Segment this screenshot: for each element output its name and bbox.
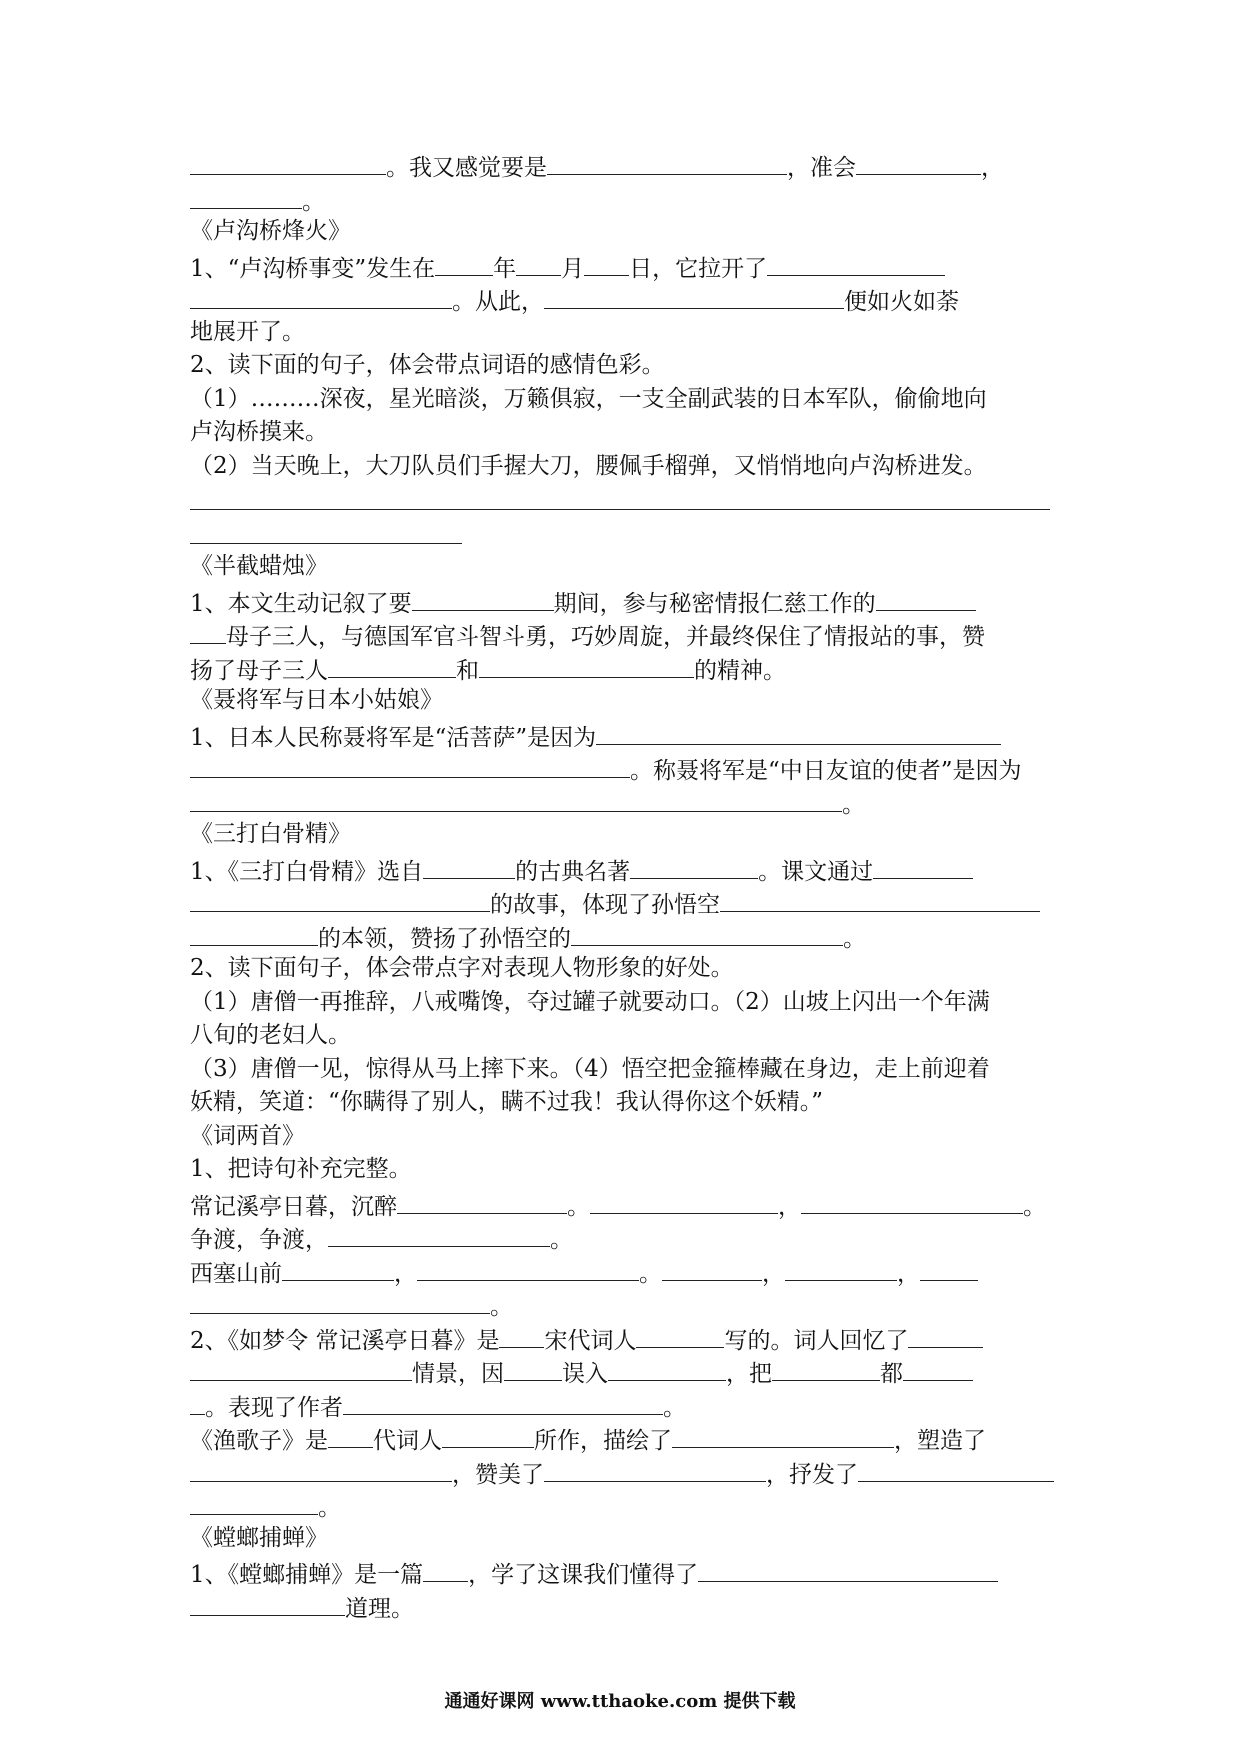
poem-line-2: 争渡，争渡， 。: [190, 1220, 1058, 1254]
question-1: 1、《螳螂捕蝉》是一篇 ，学了这课我们懂得了: [190, 1555, 1058, 1589]
question-1-end: 的本领，赞扬了孙悟空的 。: [190, 919, 1058, 953]
section-title-ci-liangshou: 《词两首》: [190, 1122, 305, 1149]
question-3-end: 。: [190, 1488, 1058, 1522]
sentence-1-cont: 卢沟桥摸来。: [190, 419, 328, 445]
question-1-end: 扬了母子三人 和 的精神。: [190, 651, 1058, 685]
answer-blank[interactable]: [608, 1354, 726, 1381]
answer-blank[interactable]: [547, 148, 787, 175]
answer-blank[interactable]: [479, 651, 694, 678]
answer-blank[interactable]: [698, 1555, 998, 1582]
answer-blank[interactable]: [190, 148, 386, 175]
answer-blank[interactable]: [544, 1455, 766, 1482]
answer-blank[interactable]: [190, 282, 452, 309]
answer-blank[interactable]: [190, 617, 226, 644]
sentence-4-cont: 妖精，笑道：“你瞒得了别人，瞒不过我！我认得你这个妖精。”: [190, 1089, 824, 1115]
answer-blank[interactable]: [596, 718, 1001, 745]
answer-blank[interactable]: [785, 1254, 897, 1281]
section-title-banjie-lazhu: 《半截蜡烛》: [190, 553, 328, 579]
section-title-lugouqiao: 《卢沟桥烽火》: [190, 218, 351, 244]
answer-blank[interactable]: [435, 249, 493, 276]
question-1: 1、《三打白骨精》选自 的古典名著 。课文通过: [190, 852, 1058, 886]
line-1: 。我又感觉要是 ，准会 ，: [190, 148, 1058, 182]
answer-blank[interactable]: [858, 1455, 1054, 1482]
question-2-end: 。表现了作者 。: [190, 1388, 1058, 1422]
question-1: 1、“卢沟桥事变”发生在 年 月 日，它拉开了: [190, 249, 1058, 283]
answer-blank[interactable]: [767, 249, 945, 276]
answer-blank[interactable]: [190, 182, 302, 209]
question-1: 1、日本人民称聂将军是“活菩萨”是因为: [190, 718, 1058, 752]
answer-blank[interactable]: [190, 1455, 452, 1482]
question-2-cont: 情景，因 误入 ，把 都: [190, 1354, 1058, 1388]
question-2: 2、读下面的句子，体会带点词语的感情色彩。: [190, 352, 665, 378]
question-1-cont: 的故事，体现了孙悟空: [190, 885, 1058, 919]
poem-line-3: 西塞山前 ， 。 ， ，: [190, 1254, 1058, 1288]
question-1-cont: 。从此， 便如火如荼: [190, 282, 1058, 316]
answer-blank[interactable]: [328, 651, 456, 678]
answer-blank[interactable]: [662, 1254, 762, 1281]
answer-line: [190, 483, 1058, 517]
answer-blank[interactable]: [282, 1254, 394, 1281]
answer-blank[interactable]: [190, 1354, 412, 1381]
question-1: 1、本文生动记叙了要 期间，参与秘密情报仁慈工作的: [190, 584, 1058, 618]
answer-blank[interactable]: [190, 885, 490, 912]
answer-blank[interactable]: [423, 852, 515, 879]
answer-blank[interactable]: [190, 785, 842, 812]
sentence-2-cont: 八旬的老妇人。: [190, 1022, 351, 1048]
question-1-cont: 道理。: [190, 1589, 1058, 1623]
poem-line-1: 常记溪亭日暮，沉醉 。 ， 。: [190, 1187, 1058, 1221]
question-3-cont: ，赞美了 ，抒发了: [190, 1455, 1058, 1489]
question-2: 2、读下面句子，体会带点字对表现人物形象的好处。: [190, 955, 734, 981]
answer-blank[interactable]: [412, 584, 554, 611]
answer-blank[interactable]: [190, 1287, 490, 1314]
question-1-end: 地展开了。: [190, 318, 305, 345]
answer-blank[interactable]: [908, 1321, 983, 1348]
answer-blank[interactable]: [328, 1220, 550, 1247]
question-1-end: 。: [190, 785, 1058, 819]
answer-blank[interactable]: [190, 1589, 345, 1616]
poem-line-3-cont: 。: [190, 1287, 1058, 1321]
section-title-tanglang-buchan: 《螳螂捕蝉》: [190, 1524, 328, 1551]
answer-blank[interactable]: [636, 1321, 724, 1348]
answer-blank[interactable]: [343, 1388, 663, 1415]
footer-credit: 通通好课网 www.tthaoke.com 提供下载: [444, 1691, 796, 1712]
answer-blank[interactable]: [504, 1354, 562, 1381]
line-2: 。: [190, 182, 1058, 216]
section-title-niejiangjun: 《聂将军与日本小姑娘》: [190, 687, 443, 713]
question-1: 1、把诗句补充完整。: [190, 1156, 412, 1182]
answer-blank[interactable]: [328, 1421, 373, 1448]
answer-blank[interactable]: [801, 1187, 1023, 1214]
answer-blank[interactable]: [720, 885, 1040, 912]
sentence-2: （2）当天晚上，大刀队员们手握大刀，腰佩手榴弹，又悄悄地向卢沟桥进发。: [190, 452, 987, 479]
question-2: 2、《如梦令 常记溪亭日暮》是 宋代词人 写的。词人回忆了: [190, 1321, 1058, 1355]
answer-blank[interactable]: [920, 1254, 978, 1281]
question-3: 《渔歌子》是 代词人 所作，描绘了 ，塑造了: [190, 1421, 1058, 1455]
answer-blank[interactable]: [442, 1421, 534, 1448]
answer-blank[interactable]: [190, 1388, 205, 1415]
answer-blank[interactable]: [873, 852, 973, 879]
answer-blank[interactable]: [630, 852, 758, 879]
answer-blank[interactable]: [584, 249, 629, 276]
sentence-1: （1）………深夜，星光暗淡，万籁俱寂，一支全副武装的日本军队，偷偷地向: [190, 385, 987, 412]
answer-blank[interactable]: [190, 751, 630, 778]
answer-blank[interactable]: [397, 1187, 567, 1214]
answer-blank[interactable]: [417, 1254, 639, 1281]
answer-blank[interactable]: [590, 1187, 778, 1214]
answer-blank[interactable]: [190, 919, 318, 946]
answer-blank[interactable]: [190, 517, 462, 544]
answer-blank[interactable]: [544, 282, 844, 309]
answer-blank[interactable]: [190, 1488, 318, 1515]
answer-blank[interactable]: [571, 919, 843, 946]
answer-blank[interactable]: [772, 1354, 880, 1381]
answer-blank[interactable]: [672, 1421, 894, 1448]
section-title-sanda-baigujing: 《三打白骨精》: [190, 821, 351, 847]
answer-blank[interactable]: [856, 148, 981, 175]
answer-blank[interactable]: [516, 249, 561, 276]
question-1-cont: 。称聂将军是“中日友谊的使者”是因为: [190, 751, 1058, 785]
answer-blank[interactable]: [190, 483, 1050, 510]
worksheet-content: [190, 148, 1058, 1622]
question-1-cont: 母子三人，与德国军官斗智斗勇，巧妙周旋，并最终保住了情报站的事，赞: [190, 617, 1058, 651]
answer-blank[interactable]: [423, 1555, 468, 1582]
sentence-1-2: （1）唐僧一再推辞，八戒嘴馋，夺过罐子就要动口。（2）山坡上闪出一个年满: [190, 988, 990, 1015]
answer-blank[interactable]: [876, 584, 976, 611]
answer-blank[interactable]: [903, 1354, 973, 1381]
answer-line: [190, 517, 1058, 551]
sentence-3-4: （3）唐僧一见，惊得从马上摔下来。（4）悟空把金箍棒藏在身边，走上前迎着: [190, 1055, 990, 1082]
answer-blank[interactable]: [499, 1321, 544, 1348]
